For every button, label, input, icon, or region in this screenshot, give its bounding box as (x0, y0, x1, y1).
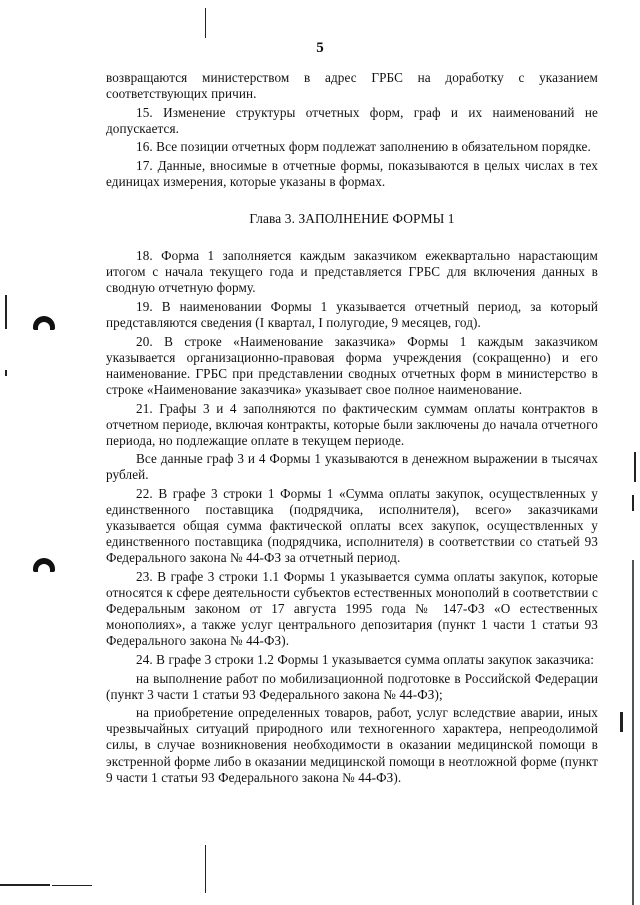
paragraph-17: 17. Данные, вносимые в отчетные формы, показываются в целых числах в тех единицах измерения, которые указаны в формах. (106, 157, 598, 190)
paragraph-23: 23. В графе 3 строки 1.1 Формы 1 указывается сумма оплаты закупок, которые относятся к сфере деятельности субъектов естественных монополий в соответствии с Федеральным законом от 17 августа 1995 года № 147-ФЗ «О естественных монополиях», а также услуг центрального депозитария (пункт 1 части 1 статьи 93 Федерального закона № 44-ФЗ). (106, 569, 598, 649)
scan-artifact-left-line (5, 295, 7, 329)
paragraph-18: 18. Форма 1 заполняется каждым заказчиком ежеквартально нарастающим итогом с начала текущего года и представляется ГРБС для включения данных в сводную отчетную форму. (106, 248, 598, 296)
paragraph-22: 22. В графе 3 строки 1 Формы 1 «Сумма оплаты закупок, осуществленных у единственного поставщика (подрядчика, исполнителя), всего» заказчиками указывается общая сумма фактической оплаты всех закупок, осуществленных у единственного поставщика (подрядчика, исполнителя) в соответствии со статьей 93 Федерального закона № 44-ФЗ за отчетный период. (106, 486, 598, 566)
paragraph-24-item-1: на выполнение работ по мобилизационной подготовке в Российской Федерации (пункт 3 части 1 статьи 93 Федерального закона № 44-ФЗ); (106, 670, 598, 702)
scan-artifact-right-line-lower (620, 712, 623, 732)
scan-artifact-right-line-upper (634, 452, 636, 482)
scan-artifact-bottom-vertical (205, 845, 206, 893)
paragraph-19: 19. В наименовании Формы 1 указывается отчетный период, за который представляются сведения (I квартал, I полугодие, 9 месяцев, год). (106, 299, 598, 331)
scan-artifact-bottom-line-2 (52, 885, 92, 886)
page-number: 5 (316, 40, 324, 56)
paragraph-21-note: Все данные граф 3 и 4 Формы 1 указываются в денежном выражении в тысячах рублей. (106, 451, 598, 483)
scan-artifact-right-edge (632, 560, 634, 905)
paragraph-continuation: возвращаются министерством в адрес ГРБС на доработку с указанием соответствующих причин. (106, 70, 598, 102)
paragraph-16: 16. Все позиции отчетных форм подлежат заполнению в обязательном порядке. (136, 139, 591, 155)
scan-artifact-right-line-middle (632, 495, 634, 511)
punch-hole-mark-upper (33, 316, 55, 330)
chapter-title: Глава 3. ЗАПОЛНЕНИЕ ФОРМЫ 1 (249, 211, 455, 227)
paragraph-15: 15. Изменение структуры отчетных форм, граф и их наименований не допускается. (106, 104, 598, 136)
paragraph-21: 21. Графы 3 и 4 заполняются по фактическим суммам оплаты контрактов в отчетном периоде, включая контракты, которые были заключены до начала отчетного периода, но подлежащие оплате в текущем периоде. (106, 400, 598, 448)
document-body (106, 70, 598, 788)
paragraph-24: 24. В графе 3 строки 1.2 Формы 1 указывается сумма оплаты закупок заказчика: (136, 652, 595, 667)
scan-artifact-left-dot (5, 370, 7, 376)
scan-artifact-bottom-line (0, 884, 50, 886)
paragraph-24-item-2: на приобретение определенных товаров, работ, услуг вследствие аварии, иных чрезвычайных ситуаций природного или техногенного характера, непреодолимой силы, в случае возникновения необходимости в оказании медицинской помощи в экстренной форме либо в оказании медицинской помощи в неотложной форме (пункт 9 части 1 статьи 93 Федерального закона № 44-ФЗ). (106, 705, 598, 785)
paragraph-20: 20. В строке «Наименование заказчика» Формы 1 каждым заказчиком указывается организационно-правовая форма учреждения (сокращенно) и его наименование. ГРБС при представлении сводных отчетных форм в министерство в строке «Наименование заказчика» указывает свое полное наименование. (106, 333, 598, 397)
punch-hole-mark-lower (33, 558, 55, 572)
scan-artifact-top-line (205, 8, 206, 38)
